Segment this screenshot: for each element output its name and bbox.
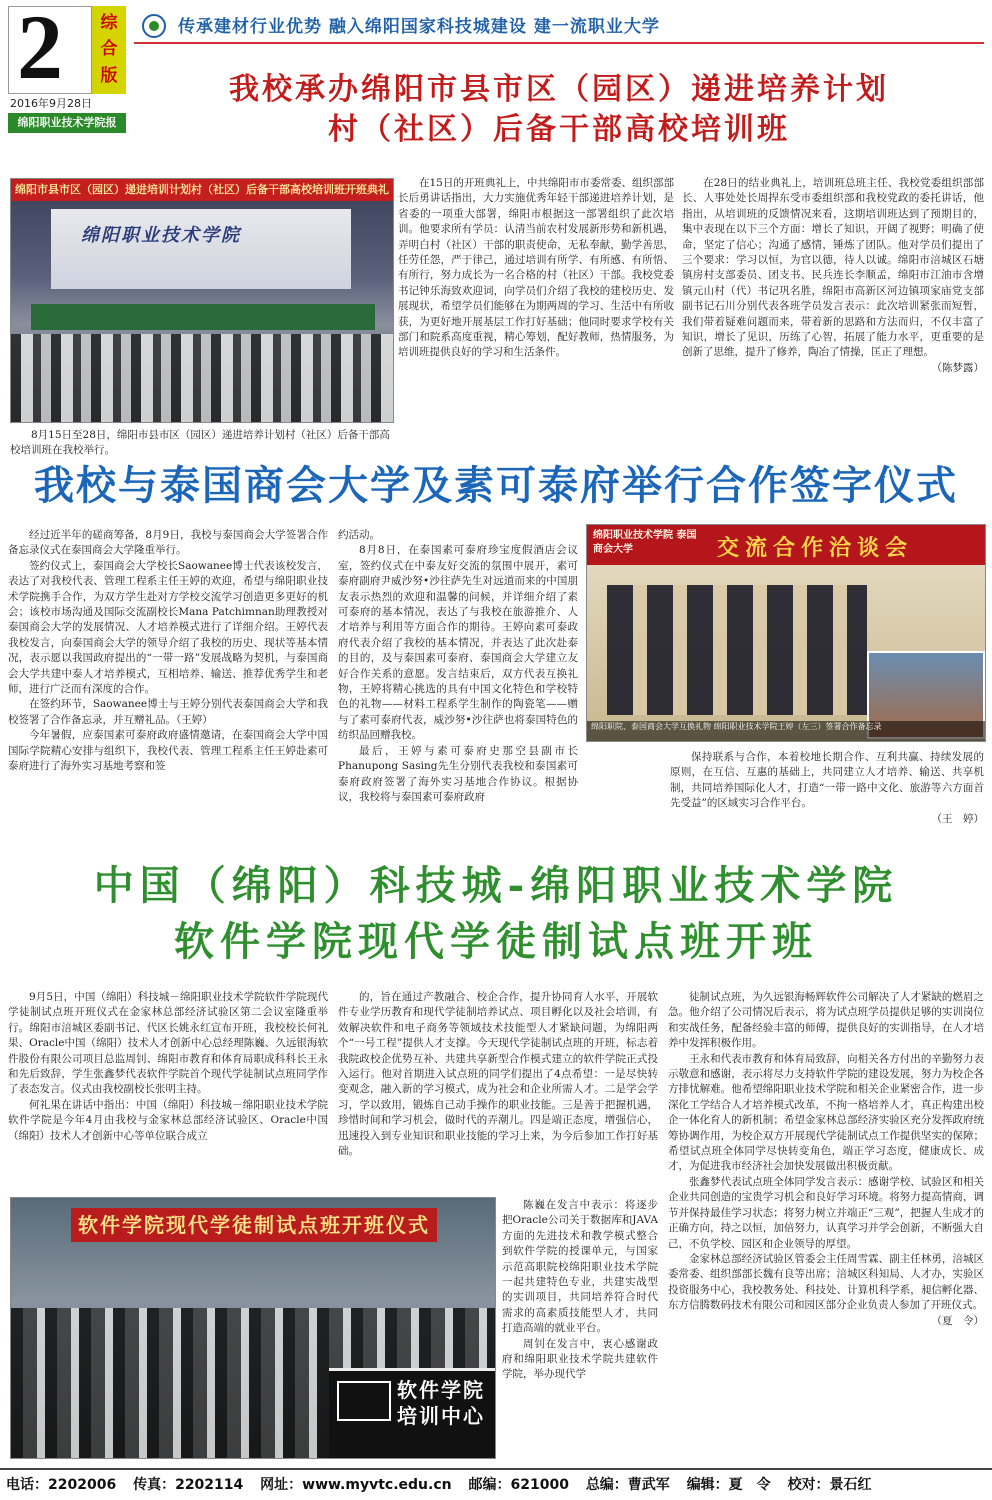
footer-postcode: 邮编：621000 — [468, 1477, 569, 1493]
article3-col3 — [668, 990, 984, 1460]
page-number-box — [8, 0, 92, 98]
article2-photo — [586, 524, 986, 742]
byline: （王 婷） — [931, 812, 984, 825]
article2-title: 我校与泰国商会大学及素可泰府举行合作签字仪式 — [34, 463, 958, 509]
school-logo-icon — [142, 14, 166, 38]
byline: （陈梦露） — [931, 361, 984, 374]
section-char: 版 — [100, 66, 118, 87]
photo-banner: 软件学院现代学徒制试点班开班仪式 — [71, 1208, 437, 1242]
article2-col2 — [338, 528, 578, 844]
paragraph: 金家林总部经济试验区管委会主任周雪霖、副主任林勇，涪城区委常委、组织部部长魏有良等出席；涪城区科知局、人才办，实验区投资服务中心，我校教务处、科技处、计算机科学系，昶信孵化器、东方信腾数码技术有限公司和园区部分企业负责人参加了开班仪式。 — [668, 1252, 984, 1312]
footer-phone: 电话：2202006 — [6, 1477, 117, 1493]
sign-text: 软件学院 培训中心 — [397, 1378, 485, 1428]
article2-col1 — [8, 528, 328, 844]
footer-fax: 传真：2202114 — [133, 1477, 244, 1493]
paragraph: 王永和代表市教育和体育局致辞，向相关各方付出的辛勤努力表示敬意和感谢，表示将尽力支持软件学院的建设发展，努力为校企各方排忧解难。他希望绵阳职业技术学院和相关企业紧密合作，进一步深化工学结合人才培养模式改革，不拘一格培养人才，真正构建出校企一体化育人的新机制；希望金家林总部经济实验区充分发挥政府统筹协调作用，为校企双方开展现代学徒制试点工作提供坚实的保障；希望试点班全体同学尽快转变角色，端正学习态度，健康成长、成才，为促进我市经济社会加快发展做出积极贡献。 — [668, 1052, 984, 1173]
issue-date: 2016年9月28日 — [10, 97, 92, 110]
paragraph: 8月8日，在泰国素可泰府珍宝度假酒店会议室，签约仪式在中泰友好交流的氛围中展开，素可泰府副府尹威沙努•沙往萨先生对远道而来的中国朋友表示热烈的欢迎和温馨的问候，并详细介绍了素可泰府的基本情况，表达了与我校在旅游推介、人才培养与利用等方面合作的期待。王婷向素可泰政府代表介绍了我校的基本情况，并表达了此次赴泰的目的，及与泰国素可泰府、泰国商会大学建立友好合作关系的意愿。发言结束后，双方代表互换礼物，王婷将精心挑选的具有中国文化特色和学校特色的礼物——材料工程系学生制作的陶瓷笔——赠与了素可泰府代表，威沙努•沙往萨也将泰国特色的纺织品回赠我校。 — [338, 544, 578, 742]
paragraph: 何礼果在讲话中指出：中国（绵阳）科技城－绵阳职业技术学院软件学院是今年4月由我校与金家林总部经济试验区、Oracle中国（绵阳）技术人才创新中心等单位联合成立 — [8, 1098, 328, 1142]
oracle-logo-icon — [337, 1381, 391, 1421]
article1-col2 — [398, 176, 674, 436]
photo-banner: 绵阳市县市区（园区）递进培训计划村（社区）后备干部高校培训班开班典礼 — [11, 179, 393, 201]
paragraph: 签约仪式上，泰国商会大学校长Saowanee博士代表该校发言，表达了对我校代表、管理工程系主任王婷的欢迎，希望与绵阳职业技术学院携手合作，为双方学生赴对方学校交流学习创造更多更好的机会；该校市场沟通及国际交流副校长Mana Patchimnan助理教授对泰国商会大学的发展情况、人才培养模式进行了详细介绍。王婷代表我校发言，向泰国商会大学的领导介绍了我校的历史、现状等基本情况，表示愿以我国政府提出的“一带一路”发展战略为契机，与泰国商会大学共建中泰人才培养模式，互相培养、输送、推荐优秀学生和老师，进行广泛而有深度的合作。 — [8, 559, 328, 696]
paragraph: 最后，王婷与素可泰府史那空县副市长Phanupong Sasing先生分别代表我校和泰国素可泰府政府签署了海外实习基地合作协议。根据协议，我校将与泰国素可泰府政府 — [338, 744, 578, 803]
article1-col3 — [682, 176, 984, 446]
footer-chief-editor: 总编：曹武军 — [585, 1477, 670, 1493]
article2-col3 — [670, 750, 984, 842]
photo-institutions: 绵阳职业技术学院 泰国商会大学 — [593, 530, 697, 555]
paragraph: 9月5日，中国（绵阳）科技城－绵阳职业技术学院软件学院现代学徒制试点班开班仪式在金家林总部经济试验区第二会议室隆重举行。绵阳市涪城区委副书记、代区长姚永红宣布开班，我校校长何礼果、Oracle中国（绵阳）技术人才创新中心总经理陈巍、久远银海软件股份有限公司项目总监周钊、绵阳市教育和体育局职成科科长王永和先后致辞，学生张鑫梦代表软件学院首个现代学徒制试点班同学作了表态发言。仪式由我校副校长张明主持。 — [8, 991, 328, 1096]
paragraph: 陈巍在发言中表示：将逐步把Oracle公司关于数据库和JAVA方面的先进技术和教学模式整合到软件学院的授课单元，与国家示范高职院校绵阳职业技术学院一起共建特色专业，共建实战型的实训项目，共同培养符合时代需求的高素质技能型人才，共同打造高端的就业平台。 — [502, 1199, 658, 1335]
article1-title-line1: 我校承办绵阳市县市区（园区）递进培养计划 — [229, 72, 889, 107]
section-tag — [92, 6, 126, 94]
audience — [11, 334, 394, 423]
motto: 传承建材行业优势 融入绵阳国家科技城建设 建一流职业大学 — [178, 17, 660, 37]
footer — [0, 1468, 992, 1500]
article3-col1 — [8, 990, 328, 1190]
paper-name: 绵阳职业技术学院报 — [8, 113, 126, 133]
photo-caption-strip: 绵阳职院、泰国商会大学互换礼物 绵阳职业技术学院王婷（左三）签署合作备忘录 — [587, 721, 986, 742]
article3-col2 — [338, 990, 658, 1196]
stage-text: 绵阳职业技术学院 — [81, 225, 241, 246]
photo-banner-title: 交流合作洽谈会 — [717, 536, 914, 561]
paragraph: 经过近半年的磋商筹备，8月9日，我校与泰国商会大学签署合作备忘录仪式在泰国商会大学隆重举行。 — [8, 529, 328, 557]
article3-col2-lower — [502, 1198, 658, 1460]
article1-photo — [10, 178, 394, 423]
paragraph: 约活动。 — [338, 529, 380, 541]
section-char: 合 — [100, 39, 118, 60]
motto-bar — [134, 8, 984, 44]
podium-table — [31, 304, 375, 330]
paragraph: 在28日的结业典礼上，培训班总班主任、我校党委组织部部长、人事处处长周捍东受市委组织部和我校党政的委托讲话，他指出，从培训班的反馈情况来看，这期培训班达到了预期目的，集中表现在以下三个方面：增长了知识，开阔了视野；明确了使命，坚定了信心；沟通了感情，锤炼了团队。他对学员们提出了三个要求：学习以恒，为官以德，待人以诚。绵阳市涪城区石塘镇房村支部委员、团支书、民兵连长李顺孟，绵阳市江油市含增镇元山村（代）书记巩名胜，绵阳市高新区河边镇项家庙党支部副书记石川分别代表各班学员发言表示：此次培训紧张而短暂，我们带着疑难问题而来，带着新的思路和方法而归，不仅丰富了知识，增长了见识，历练了心智，拓展了能力水平，更重要的是创新了思维，提升了修养，陶冶了情操，匡正了理想。 — [682, 177, 984, 359]
footer-website[interactable]: 网址：www.myvtc.edu.cn — [260, 1477, 452, 1493]
paragraph: 周钊在发言中，衷心感谢政府和绵阳职业技术学院共建软件学院，举办现代学 — [502, 1337, 658, 1381]
article1-title-line2: 村（社区）后备干部高校培训班 — [328, 112, 790, 147]
delegation — [607, 585, 867, 715]
footer-editor: 编辑：夏 令 — [686, 1477, 771, 1493]
paragraph: 的，旨在通过产教融合、校企合作，提升协同育人水平，开展软件专业学历教育和现代学徒制培养试点、项目孵化以及社会培训，有效解决软件和电子商务等领域技术技能型人才紧缺问题，为绵阳两个“一号工程”提供人才支撑。今天现代学徒制试点班的开班，标志着我院政校企优势互补、共建共享新型合作模式建立的软件学院正式投入运行。他对首期进入试点班的同学们提出了4点希望：一是尽快转变观念，融入新的学习模式，成为社会和企业所需人才。二是学会学习，学以致用，锻炼自己动手操作的职业技能。三是善于把握机遇，珍惜时间和学习机会，做时代的弄潮儿。四是端正态度，增强信心，迅速投入到专业知识和职业技能的学习上来，为今后参加工作打好基础。 — [338, 991, 658, 1158]
section-char: 综 — [100, 12, 118, 33]
page-number: 2 — [17, 0, 63, 98]
article3-title-line1: 中国（绵阳）科技城-绵阳职业技术学院 — [93, 862, 899, 909]
paragraph: 在签约环节，Saowanee博士与王婷分别代表泰国商会大学和我校签署了合作备忘录，并互赠礼品。（王婷） — [8, 698, 328, 726]
article1-caption: 8月15日至28日，绵阳市县市区（园区）递进培养计划村（社区）后备干部高校培训班在我校举行。 — [10, 429, 390, 457]
article3-title-line2: 软件学院现代学徒制试点班开班 — [174, 918, 818, 965]
paragraph: 在15日的开班典礼上，中共绵阳市市委常委、组织部部长后勇讲话指出，大力实施优秀年轻干部递进培养计划，是省委的一项重大部署，绵阳市根据这一部署组织了此次培训。他要求所有学员：认清当前农村发展新形势和新机遇，弄明白村（社区）干部的职责使命，无私奉献，勤学善思，任劳任怨，严于律己，通过培训有所学、有所感、有所悟、有所行，努力成长为一名合格的村（社区）干部。我校党委书记钟乐海致欢迎词，向学员们介绍了我校的建校历史、发展现状，希望学员们能够在为期两周的学习、生活中有所收获，为更好地开展基层工作打好基础；他同时要求学校有关部门和院系高度重视，精心筹划，配好教师，热情服务，为培训班提供良好的学习和生活条件。 — [398, 177, 674, 359]
byline: （夏 令） — [931, 1314, 984, 1327]
article3-photo — [10, 1197, 496, 1459]
sign-board — [329, 1368, 496, 1459]
paragraph: 徒制试点班，为久远银海畅辉软件公司解决了人才紧缺的燃眉之急。他介绍了公司情况后表示，将为试点班学员提供足够的实训岗位和实战任务，配备经验丰富的师傅，提供良好的实训指导，在人才培养中发挥积极作用。 — [668, 991, 984, 1050]
paragraph: 今年暑假，应泰国素可泰府政府盛情邀请，在泰国商会大学中国国际学院精心安排与组织下，我校代表、管理工程系主任王婷赴素可泰府进行了海外实习基地考察和签 — [8, 729, 328, 773]
footer-proofreader: 校对：景石红 — [787, 1477, 872, 1493]
paragraph: 张鑫梦代表试点班全体同学发言表示：感谢学校、试验区和相关企业共同创造的宝贵学习机会和良好学习环境。将努力提高情商，调节并保持最佳学习状态；将努力树立并端正“三观”，把握人生成才的正确方向，持之以恒，加倍努力，认真学习并学会创新，不断强大自己，不负学校、园区和企业领导的厚望。 — [668, 1175, 984, 1250]
paragraph: 保持联系与合作，本着校地长期合作、互利共赢、持续发展的原则，在互信、互惠的基础上，共同建立人才培养、输送、共享机制，共同培养国际化人才，打造“一带一路中文化、旅游等六方面首先受益”的区域实习合作平台。 — [670, 751, 984, 810]
